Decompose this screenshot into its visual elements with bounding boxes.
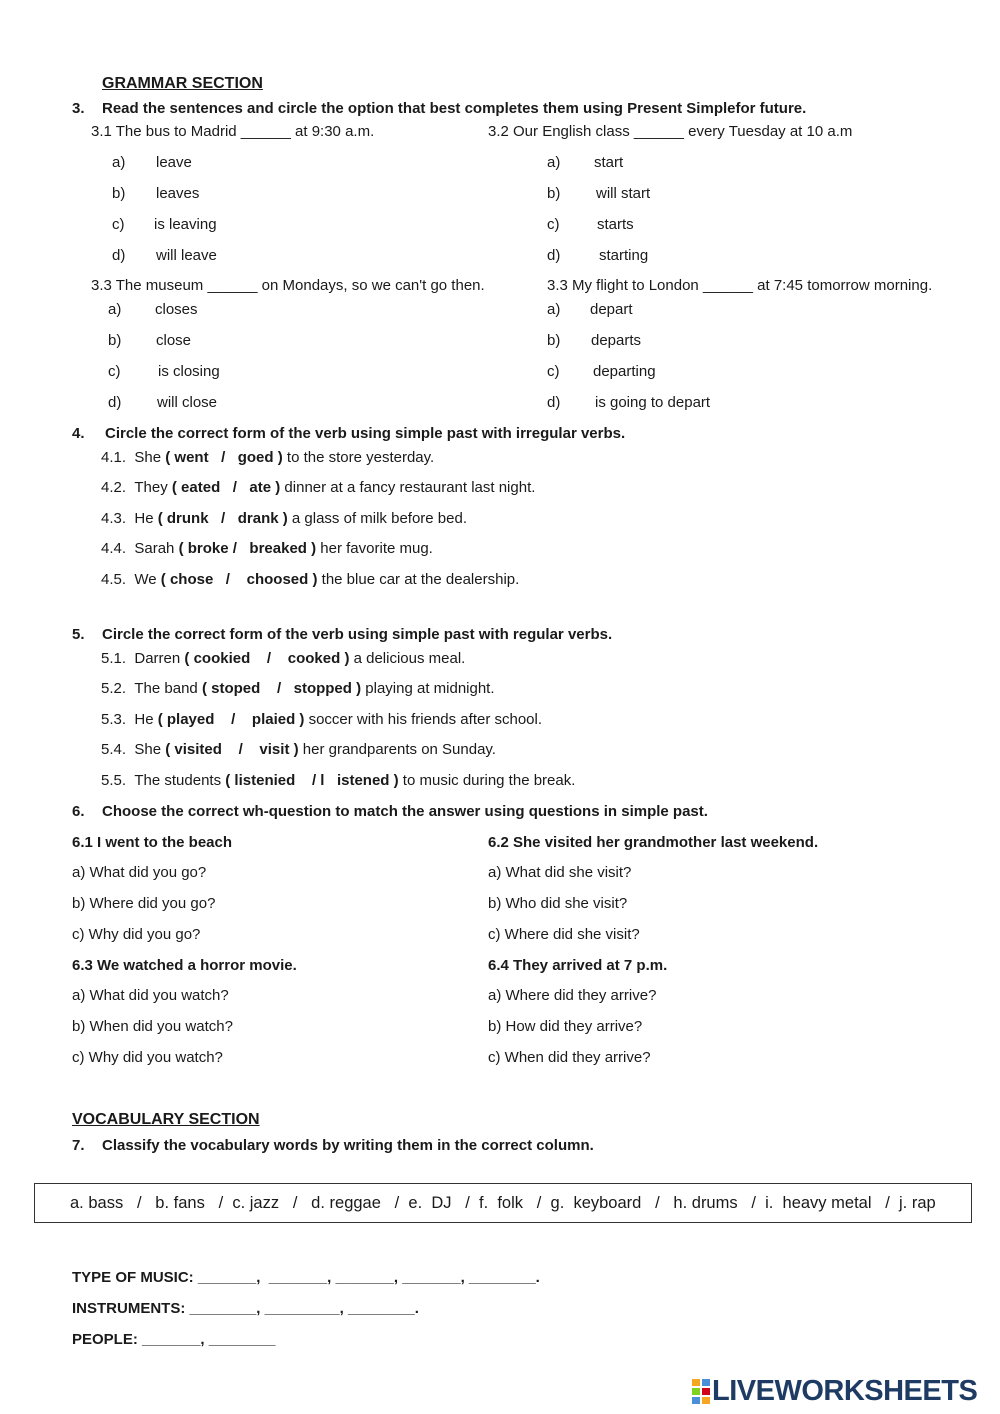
q3-1-option-text[interactable]: leave <box>156 154 192 171</box>
q3-4-option-letter: b) <box>547 332 561 349</box>
q4-item-choice[interactable]: ( chose / choosed ) <box>160 571 318 588</box>
q3-3-option-letter: d) <box>108 394 122 411</box>
q4-number: 4. <box>72 425 85 442</box>
q6-4-option[interactable]: a) Where did they arrive? <box>488 987 657 1004</box>
q5-item-choice[interactable]: ( visited / visit ) <box>165 741 299 758</box>
q3-2-option-text[interactable]: starts <box>597 216 634 233</box>
q4-item-choice[interactable]: ( eated / ate ) <box>171 479 281 496</box>
q3-3-option-text[interactable]: closes <box>155 301 198 318</box>
q5-item <box>101 651 465 666</box>
q5-item-post: playing at midnight. <box>361 680 495 697</box>
q4-item <box>101 511 467 526</box>
q6-1-option[interactable]: c) Why did you go? <box>72 926 201 943</box>
q4-item-post: to the store yesterday. <box>282 449 435 466</box>
q3-2-option-text[interactable]: will start <box>596 185 651 202</box>
q6-2-stem: 6.2 She visited her grandmother last weekend. <box>488 834 819 851</box>
q5-item <box>101 773 575 788</box>
q4-item <box>101 572 519 587</box>
q3-1-option-text[interactable]: is leaving <box>154 216 217 233</box>
q6-2-option[interactable]: b) Who did she visit? <box>488 895 628 912</box>
q4-item-choice[interactable]: ( broke / breaked ) <box>178 540 317 557</box>
q3-1-option-letter: c) <box>112 216 125 233</box>
q3-4-option-letter: d) <box>547 394 561 411</box>
q4-item-number: 4.5. <box>101 571 127 588</box>
q7-number: 7. <box>72 1137 85 1154</box>
people-row <box>72 1332 276 1347</box>
liveworksheets-logo-text: LIVEWORKSHEETS <box>712 1374 978 1407</box>
q4-item-pre: They <box>134 479 172 496</box>
q4-item-choice[interactable]: ( drunk / drank ) <box>157 510 288 527</box>
q4-item-post: a glass of milk before bed. <box>287 510 467 527</box>
q3-2-option-text[interactable]: start <box>594 154 624 171</box>
q3-2-stem: 3.2 Our English class ______ every Tuesday at 10 a.m <box>488 123 853 140</box>
q5-item-number: 5.5. <box>101 772 127 789</box>
q6-3-option[interactable]: c) Why did you watch? <box>72 1049 223 1066</box>
q5-item-choice[interactable]: ( stoped / stopped ) <box>201 680 362 697</box>
q3-4-stem: 3.3 My flight to London ______ at 7:45 tomorrow morning. <box>547 277 933 294</box>
q5-item-post: soccer with his friends after school. <box>304 711 543 728</box>
q6-4-stem: 6.4 They arrived at 7 p.m. <box>488 957 668 974</box>
q3-1-option-letter: a) <box>112 154 126 171</box>
q6-3-stem: 6.3 We watched a horror movie. <box>72 957 297 974</box>
q3-3-option-letter: a) <box>108 301 122 318</box>
q5-item-number: 5.4. <box>101 741 127 758</box>
q3-1-option-text[interactable]: leaves <box>156 185 200 202</box>
q6-4-option[interactable]: b) How did they arrive? <box>488 1018 643 1035</box>
q6-2-option[interactable]: c) Where did she visit? <box>488 926 640 943</box>
q5-item-pre: Darren <box>134 650 185 667</box>
q5-item-number: 5.2. <box>101 680 127 697</box>
q3-2-option-letter: a) <box>547 154 561 171</box>
people-blanks[interactable]: _______, ________ <box>137 1331 276 1348</box>
q3-number: 3. <box>72 100 85 117</box>
instruments-label: INSTRUMENTS: <box>72 1300 186 1317</box>
q5-item <box>101 712 542 727</box>
q4-item-pre: Sarah <box>134 540 179 557</box>
q6-1-stem: 6.1 I went to the beach <box>72 834 233 851</box>
q6-3-option[interactable]: b) When did you watch? <box>72 1018 233 1035</box>
q6-instruction: Choose the correct wh-question to match the answer using questions in simple past. <box>102 803 708 820</box>
q3-3-stem: 3.3 The museum ______ on Mondays, so we can't go then. <box>91 277 485 294</box>
q5-item-pre: He <box>134 711 158 728</box>
grammar-heading: GRAMMAR SECTION <box>102 75 263 92</box>
q3-2-option-letter: c) <box>547 216 560 233</box>
liveworksheets-logo <box>692 1374 977 1408</box>
type-of-music-label: TYPE OF MUSIC: <box>72 1269 194 1286</box>
q5-item-pre: The students <box>134 772 226 789</box>
type-of-music-blanks[interactable]: _______, _______, _______, _______, ________. <box>193 1269 540 1286</box>
word-bank-text: a. bass / b. fans / c. jazz / d. reggae / e. DJ / f. folk / g. keyboard / h. drums / i. heavy metal / j. rap <box>70 1194 936 1212</box>
q4-item-number: 4.1. <box>101 449 127 466</box>
q3-1-option-letter: b) <box>112 185 126 202</box>
q5-item-number: 5.3. <box>101 711 127 728</box>
q3-3-option-letter: b) <box>108 332 122 349</box>
q3-3-option-text[interactable]: will close <box>157 394 218 411</box>
q4-item-post: her favorite mug. <box>316 540 433 557</box>
q4-item <box>101 541 433 556</box>
q5-number: 5. <box>72 626 85 643</box>
q4-item-number: 4.4. <box>101 540 127 557</box>
q5-item-choice[interactable]: ( listenied / l istened ) <box>225 772 399 789</box>
q6-number: 6. <box>72 803 85 820</box>
q3-3-option-letter: c) <box>108 363 121 380</box>
instruments-blanks[interactable]: ________, _________, ________. <box>185 1300 419 1317</box>
q5-instruction: Circle the correct form of the verb using simple past with regular verbs. <box>102 626 613 643</box>
q3-3-option-text[interactable]: is closing <box>158 363 220 380</box>
q3-4-option-letter: c) <box>547 363 560 380</box>
q4-item-choice[interactable]: ( went / goed ) <box>165 449 283 466</box>
liveworksheets-logo-icon <box>692 1377 710 1405</box>
q4-item <box>101 480 535 495</box>
q6-1-option[interactable]: b) Where did you go? <box>72 895 216 912</box>
q5-item-post: a delicious meal. <box>349 650 466 667</box>
q5-item-pre: She <box>134 741 166 758</box>
q5-item-post: to music during the break. <box>398 772 576 789</box>
q5-item-pre: The band <box>134 680 202 697</box>
q3-4-option-text[interactable]: departing <box>593 363 656 380</box>
q3-2-option-letter: b) <box>547 185 561 202</box>
q3-4-option-letter: a) <box>547 301 561 318</box>
q3-1-option-text[interactable]: will leave <box>156 247 217 264</box>
q5-item-choice[interactable]: ( played / plaied ) <box>157 711 305 728</box>
q3-4-option-text[interactable]: departs <box>591 332 642 349</box>
q4-instruction: Circle the correct form of the verb using simple past with irregular verbs. <box>105 425 626 442</box>
q5-item <box>101 742 496 757</box>
q4-item-pre: She <box>134 449 166 466</box>
q5-item-number: 5.1. <box>101 650 127 667</box>
q4-item-post: the blue car at the dealership. <box>317 571 520 588</box>
vocabulary-heading: VOCABULARY SECTION <box>72 1111 260 1128</box>
instruments-row <box>72 1301 419 1316</box>
q6-4-option[interactable]: c) When did they arrive? <box>488 1049 651 1066</box>
q3-4-option-text[interactable]: is going to depart <box>595 394 711 411</box>
q5-item <box>101 681 495 696</box>
q4-item-number: 4.3. <box>101 510 127 527</box>
q3-1-stem: 3.1 The bus to Madrid ______ at 9:30 a.m. <box>91 123 375 140</box>
q3-2-option-letter: d) <box>547 247 561 264</box>
q3-1-option-letter: d) <box>112 247 126 264</box>
q5-item-choice[interactable]: ( cookied / cooked ) <box>184 650 350 667</box>
q3-2-option-text[interactable]: starting <box>599 247 649 264</box>
q6-3-option[interactable]: a) What did you watch? <box>72 987 229 1004</box>
q6-2-option[interactable]: a) What did she visit? <box>488 864 632 881</box>
q4-item-number: 4.2. <box>101 479 127 496</box>
q3-3-option-text[interactable]: close <box>156 332 192 349</box>
q4-item-pre: We <box>134 571 161 588</box>
q4-item-post: dinner at a fancy restaurant last night. <box>280 479 536 496</box>
q4-item <box>101 450 434 465</box>
q4-item-pre: He <box>134 510 158 527</box>
people-label: PEOPLE: <box>72 1331 138 1348</box>
q3-instruction: Read the sentences and circle the option that best completes them using Present Simplefor future. <box>102 100 807 117</box>
q6-1-option[interactable]: a) What did you go? <box>72 864 207 881</box>
type-of-music-row <box>72 1270 540 1285</box>
q7-instruction: Classify the vocabulary words by writing them in the correct column. <box>102 1137 594 1154</box>
q5-item-post: her grandparents on Sunday. <box>298 741 496 758</box>
q3-4-option-text[interactable]: depart <box>590 301 633 318</box>
